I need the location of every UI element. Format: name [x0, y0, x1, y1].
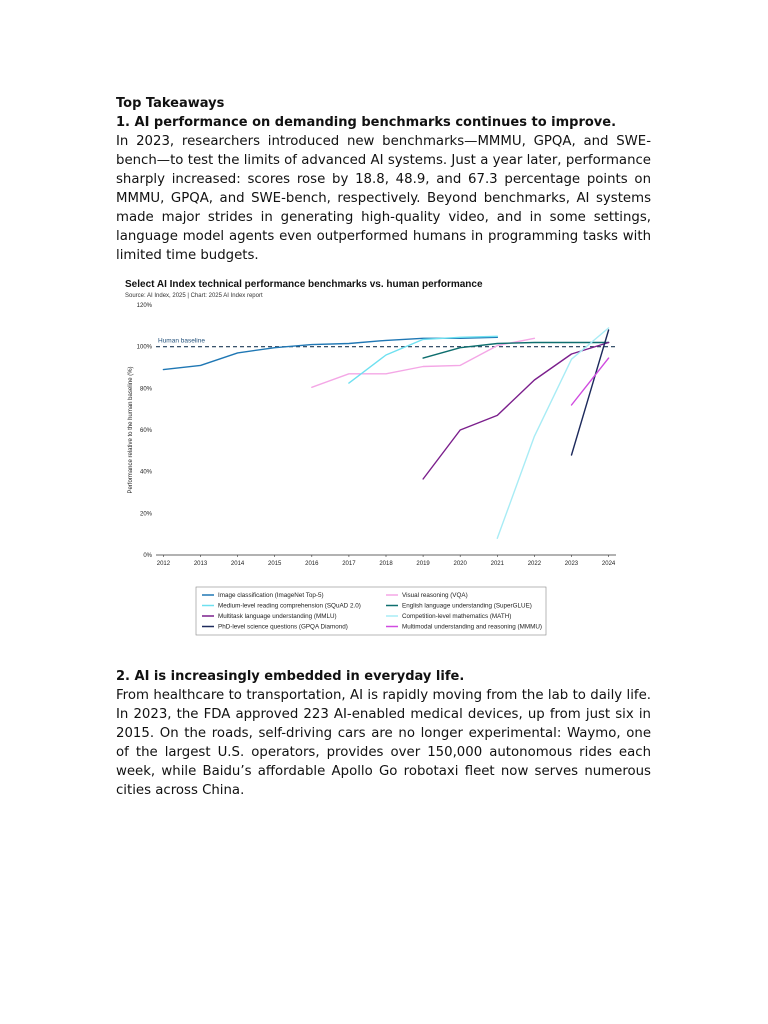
x-tick-label: 2016	[305, 561, 319, 567]
chart-title: Select AI Index technical performance benchmarks vs. human performance	[125, 279, 483, 290]
y-tick-label: 100%	[136, 344, 152, 351]
takeaway-1-body: In 2023, researchers introduced new benchmarks—MMMU, GPQA, and SWE-bench—to test the limits of advanced AI systems. Just a year later, performance sharply increased: scores rose by 18.8, 48.9, and 67.3 percentage points on MMMU, GPQA, and SWE-bench, respectively. Beyond benchmarks, AI systems made major strides in generating high-quality video, and in some settings, language model agents even outperformed humans in programming tasks with limited time budgets.	[116, 134, 651, 263]
x-tick-label: 2018	[379, 561, 393, 567]
x-tick-label: 2024	[601, 561, 616, 567]
benchmark-chart	[116, 273, 626, 643]
x-tick-label: 2023	[564, 561, 579, 567]
x-tick-label: 2013	[193, 561, 208, 567]
top-takeaways-heading: Top Takeaways	[116, 96, 225, 111]
takeaway-1-heading: 1. AI performance on demanding benchmarks continues to improve.	[116, 115, 617, 130]
x-tick-label: 2019	[416, 561, 430, 567]
x-tick-label: 2015	[268, 561, 282, 567]
legend-entry: Medium-level reading comprehension (SQuAD 2.0)	[218, 602, 361, 610]
takeaway-2-body: From healthcare to transportation, AI is rapidly moving from the lab to daily life. In 2023, the FDA approved 223 AI-enabled medical devices, up from just six in 2015. On the roads, self-driving cars are no longer experimental: Waymo, one of the largest U.S. operators, provides over 150,000 autonomous rides each week, while Baidu’s affordable Apollo Go robotaxi fleet now serves numerous cities across China.	[116, 688, 651, 798]
y-tick-label: 0%	[143, 553, 152, 559]
legend-entry: Visual reasoning (VQA)	[402, 592, 468, 599]
benchmark-chart-figure	[116, 273, 626, 643]
y-tick-label: 120%	[136, 303, 152, 309]
y-tick-label: 20%	[139, 511, 152, 518]
x-tick-label: 2022	[527, 561, 542, 567]
document-page	[116, 94, 651, 800]
legend-entry: PhD-level science questions (GPQA Diamond)	[218, 623, 348, 631]
y-tick-label: 40%	[139, 469, 152, 476]
legend-entry: Multitask language understanding (MMLU)	[218, 613, 337, 620]
legend-entry: Image classification (ImageNet Top-5)	[218, 592, 324, 599]
y-tick-label: 80%	[139, 386, 152, 393]
legend-entry: Competition-level mathematics (MATH)	[402, 613, 512, 620]
x-tick-label: 2017	[342, 561, 356, 567]
x-tick-label: 2012	[156, 561, 171, 567]
x-tick-label: 2014	[230, 561, 245, 567]
chart-subtitle: Source: AI Index, 2025 | Chart: 2025 AI Index report	[125, 293, 263, 299]
chart-legend	[196, 587, 546, 635]
y-tick-label: 60%	[139, 428, 152, 434]
takeaway-2-heading: 2. AI is increasingly embedded in everyday life.	[116, 669, 465, 684]
legend-entry: Multimodal understanding and reasoning (MMMU)	[402, 623, 542, 631]
x-tick-label: 2020	[453, 561, 467, 567]
x-tick-label: 2021	[490, 561, 504, 567]
legend-entry: English language understanding (SuperGLUE)	[402, 602, 532, 610]
human-baseline-label: Human baseline	[158, 337, 205, 345]
y-axis-label: Performance relative to the human baseline (%)	[128, 366, 134, 494]
